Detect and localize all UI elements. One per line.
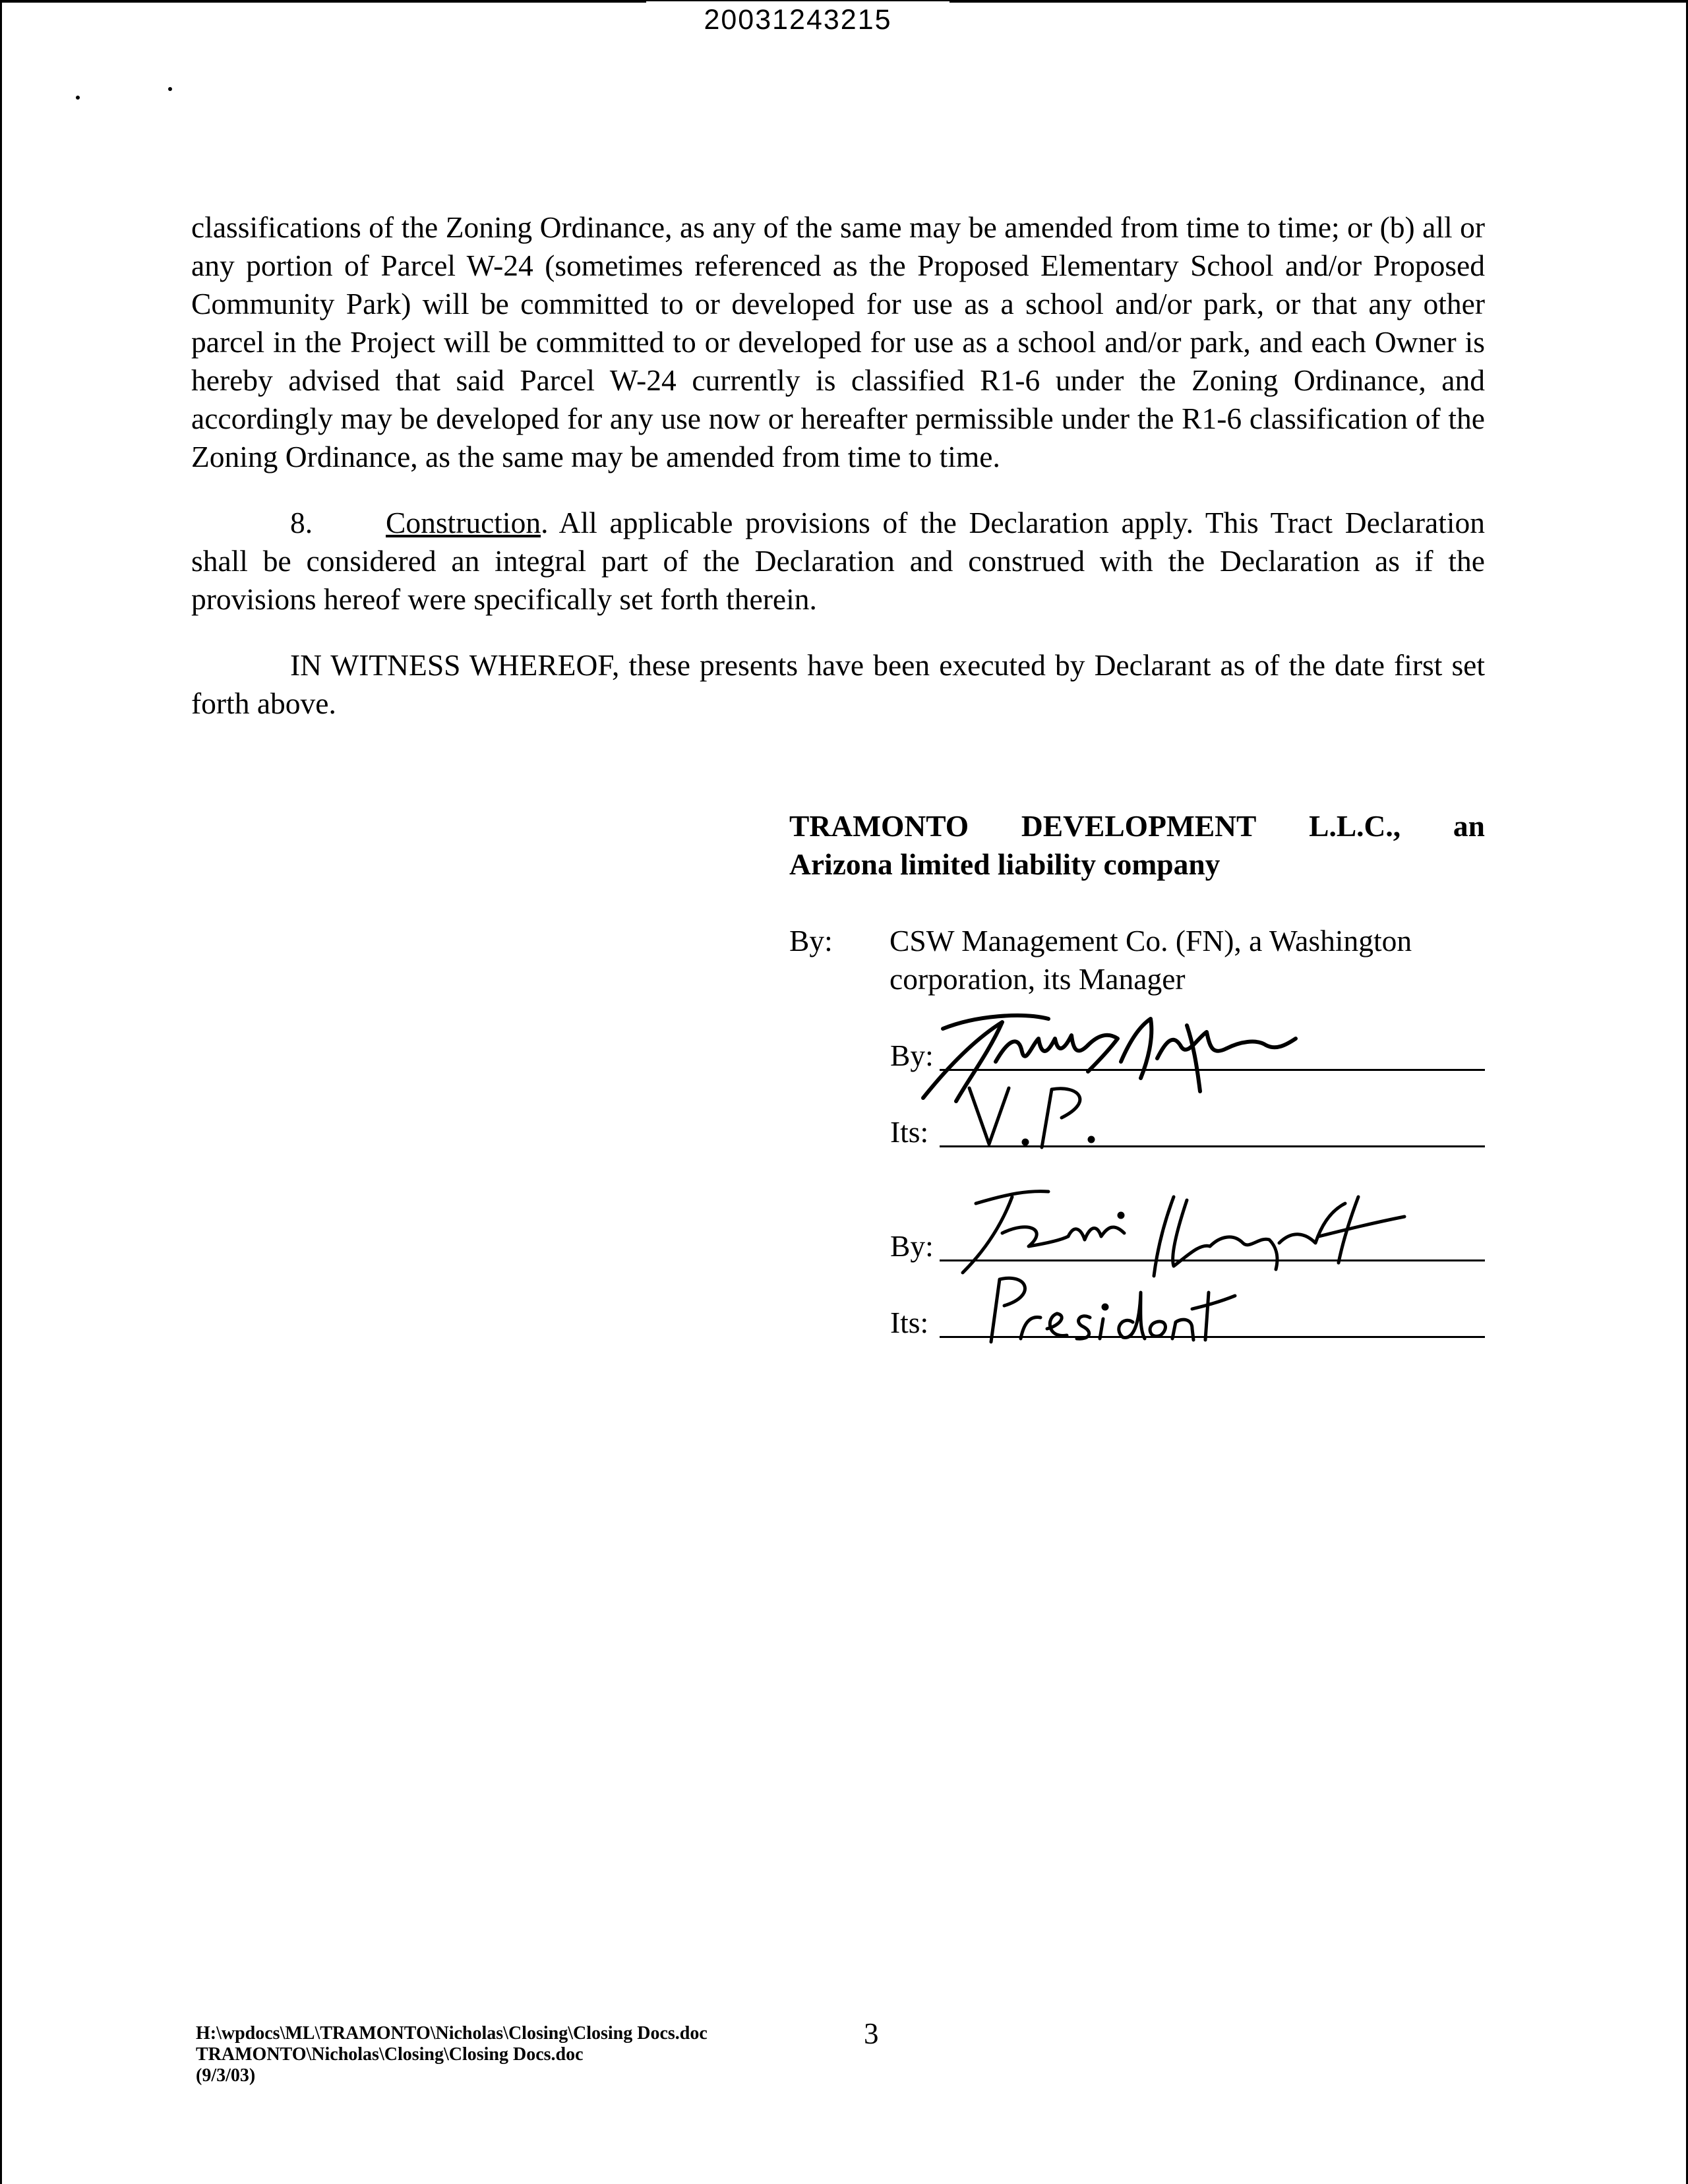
company-word: TRAMONTO xyxy=(789,809,969,843)
record-number: 20031243215 xyxy=(646,1,950,40)
document-footer xyxy=(196,2023,708,2086)
company-line2: Arizona limited liability company xyxy=(789,847,1221,881)
its-label: Its: xyxy=(890,1115,929,1149)
section-heading: Construction xyxy=(386,506,541,539)
by-label: By: xyxy=(890,1039,934,1072)
handwritten-title-vp xyxy=(963,1081,1134,1154)
section-text: . All applicable provisions of the Declaration apply. This Tract Declaration shall be considered an integral part of the Declaration and construed with the Declaration as if the provisions hereof were specifically set forth therein. xyxy=(191,506,1485,616)
scan-speck xyxy=(168,87,172,91)
company-word: an xyxy=(1453,809,1485,843)
company-name xyxy=(789,807,1485,884)
footer-file-path: H:\wpdocs\ML\TRAMONTO\Nicholas\Closing\Closing Docs.doc xyxy=(196,2023,708,2044)
section-number: 8. xyxy=(290,506,313,539)
footer-file-name: TRAMONTO\Nicholas\Closing\Closing Docs.doc xyxy=(196,2044,584,2065)
paragraph-zoning: classifications of the Zoning Ordinance, as any of the same may be amended from time to time; or (b) all or any portion of Parcel W-24 (sometimes referenced as the Proposed Elementary School and/or Proposed Community Park) will be committed to or developed for use as a school and/or park, or that any other parcel in the Project will be committed to or developed for use as a school and/or park, and each Owner is hereby advised that said Parcel W-24 currently is classified R1-6 under the Zoning Ordinance, and accordingly may be developed for any use now or hereafter permissible under the R1-6 classification of the Zoning Ordinance, as the same may be amended from time to time. xyxy=(191,210,1485,473)
company-word: DEVELOPMENT xyxy=(1021,809,1257,843)
paragraph-witness: IN WITNESS WHEREOF, these presents have been executed by Declarant as of the date first set forth above. xyxy=(191,648,1485,720)
by-label: By: xyxy=(789,924,833,957)
its-label: Its: xyxy=(890,1306,929,1339)
handwritten-title-president xyxy=(975,1266,1251,1352)
footer-date: (9/3/03) xyxy=(196,2065,256,2086)
paragraph-construction xyxy=(191,504,1485,619)
scan-speck xyxy=(76,96,80,100)
by-label: By: xyxy=(890,1229,934,1263)
company-word: L.L.C., xyxy=(1309,809,1401,843)
document-body xyxy=(191,208,1485,723)
page-number: 3 xyxy=(864,2017,879,2050)
page-border-left xyxy=(0,0,2,2184)
manager-description: CSW Management Co. (FN), a Washington corporation, its Manager xyxy=(889,924,1412,996)
